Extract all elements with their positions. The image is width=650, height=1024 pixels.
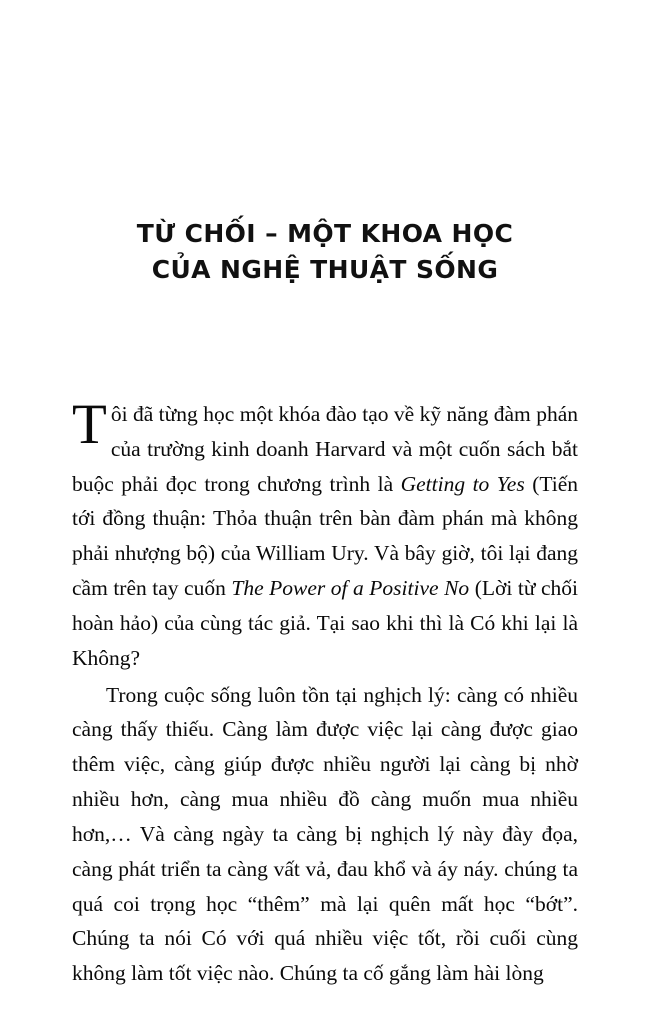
chapter-title-line-1: TỪ CHỐI – MỘT KHOA HỌC bbox=[136, 219, 514, 248]
paragraph-1-segment-3: (Lời từ chối hoàn hảo) của cùng tác giả. Tại sao khi thì là Có khi lại là Không? bbox=[72, 576, 579, 670]
body-text bbox=[72, 393, 579, 991]
page-title bbox=[72, 0, 578, 287]
book-title-the-power-of-a-positive-no: The Power of a Positive No bbox=[231, 576, 470, 601]
book-title-getting-to-yes: Getting to Yes bbox=[400, 471, 525, 496]
drop-cap: T bbox=[72, 393, 107, 456]
paragraph-1-segment-1: ôi đã từng học một khóa đào tạo về kỹ năng đàm phán của trường kinh doanh Harvard và một cuốn sách bắt buộc phải đọc trong chương trình là bbox=[72, 402, 578, 496]
paragraph-2 bbox=[72, 678, 578, 991]
chapter-title-line-2: CỦA NGHỆ THUẬT SỐNG bbox=[151, 254, 499, 284]
paragraph-1-segment-2: (Tiến tới đồng thuận: Thỏa thuận trên bàn đàm phán mà không phải nhượng bộ) của William Ury. Và bây giờ, tôi lại đang cầm trên tay cuốn bbox=[72, 471, 578, 601]
paragraph-2-text: Trong cuộc sống luôn tồn tại nghịch lý: càng có nhiều càng thấy thiếu. Càng làm được việc lại càng được giao thêm việc, càng giúp được nhiều người lại càng bị nhờ nhiều hơn, càng mua nhiều đồ càng muốn mua nhiều hơn,… Và càng ngày ta càng bị nghịch lý này đày đọa, càng phát triển ta càng vất vả, đau khổ và áy náy. chúng ta quá coi trọng học “thêm” mà lại quên mất học “bớt”. Chúng ta nói Có với quá nhiều việc tốt, rồi cuối cùng không làm tốt việc nào. Chúng ta cố gắng làm hài lòng bbox=[72, 682, 578, 986]
paragraph-1 bbox=[72, 393, 579, 676]
